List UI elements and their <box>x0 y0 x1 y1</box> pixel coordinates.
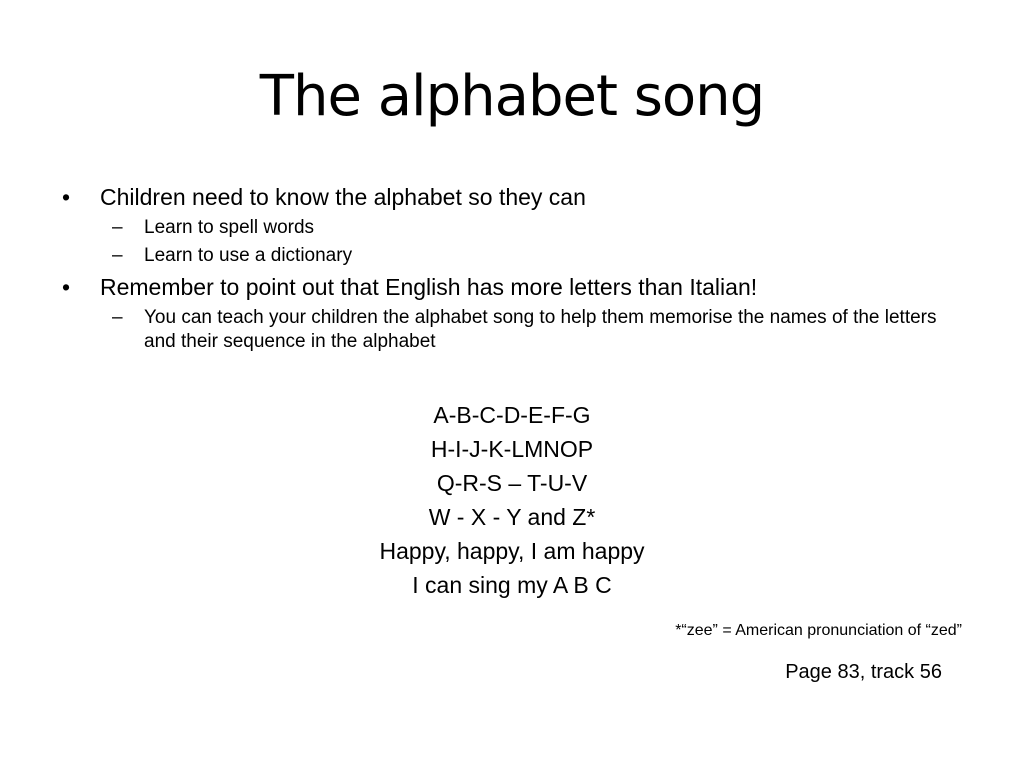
sub-bullet-item <box>62 216 962 240</box>
page-reference: Page 83, track 56 <box>785 661 942 683</box>
bullet-list <box>62 180 962 358</box>
sub-bullet-text: Learn to spell words <box>144 217 315 238</box>
song-lyrics <box>0 398 1024 602</box>
song-line: H-I-J-K-LMNOP <box>430 436 594 462</box>
bullet-text: Remember to point out that English has more letters than Italian! <box>100 274 758 300</box>
dash-marker: – <box>112 245 123 266</box>
song-line: W - X - Y and Z* <box>428 504 596 530</box>
bullet-item <box>62 272 962 302</box>
bullet-marker: • <box>62 274 71 300</box>
bullet-marker: • <box>62 184 71 210</box>
bullet-text: Children need to know the alphabet so they can <box>100 184 586 210</box>
sub-bullet-text: You can teach your children the alphabet song to help them memorise the names of the letters and their sequence in the alphabet <box>144 307 937 352</box>
dash-marker: – <box>112 307 123 328</box>
dash-marker: – <box>112 217 123 238</box>
sub-bullet-item <box>62 306 962 354</box>
sub-bullet-text: Learn to use a dictionary <box>144 245 353 266</box>
slide-title: The alphabet song <box>259 64 765 129</box>
sub-bullet-item <box>62 244 962 268</box>
song-line: I can sing my A B C <box>412 572 612 598</box>
song-line: A-B-C-D-E-F-G <box>433 402 591 428</box>
song-line: Q-R-S – T-U-V <box>436 470 588 496</box>
footnote: *“zee” = American pronunciation of “zed” <box>675 622 962 639</box>
sub-bullet-list <box>62 306 962 354</box>
song-line: Happy, happy, I am happy <box>379 538 645 564</box>
sub-bullet-list <box>62 216 962 268</box>
bullet-item <box>62 182 962 212</box>
